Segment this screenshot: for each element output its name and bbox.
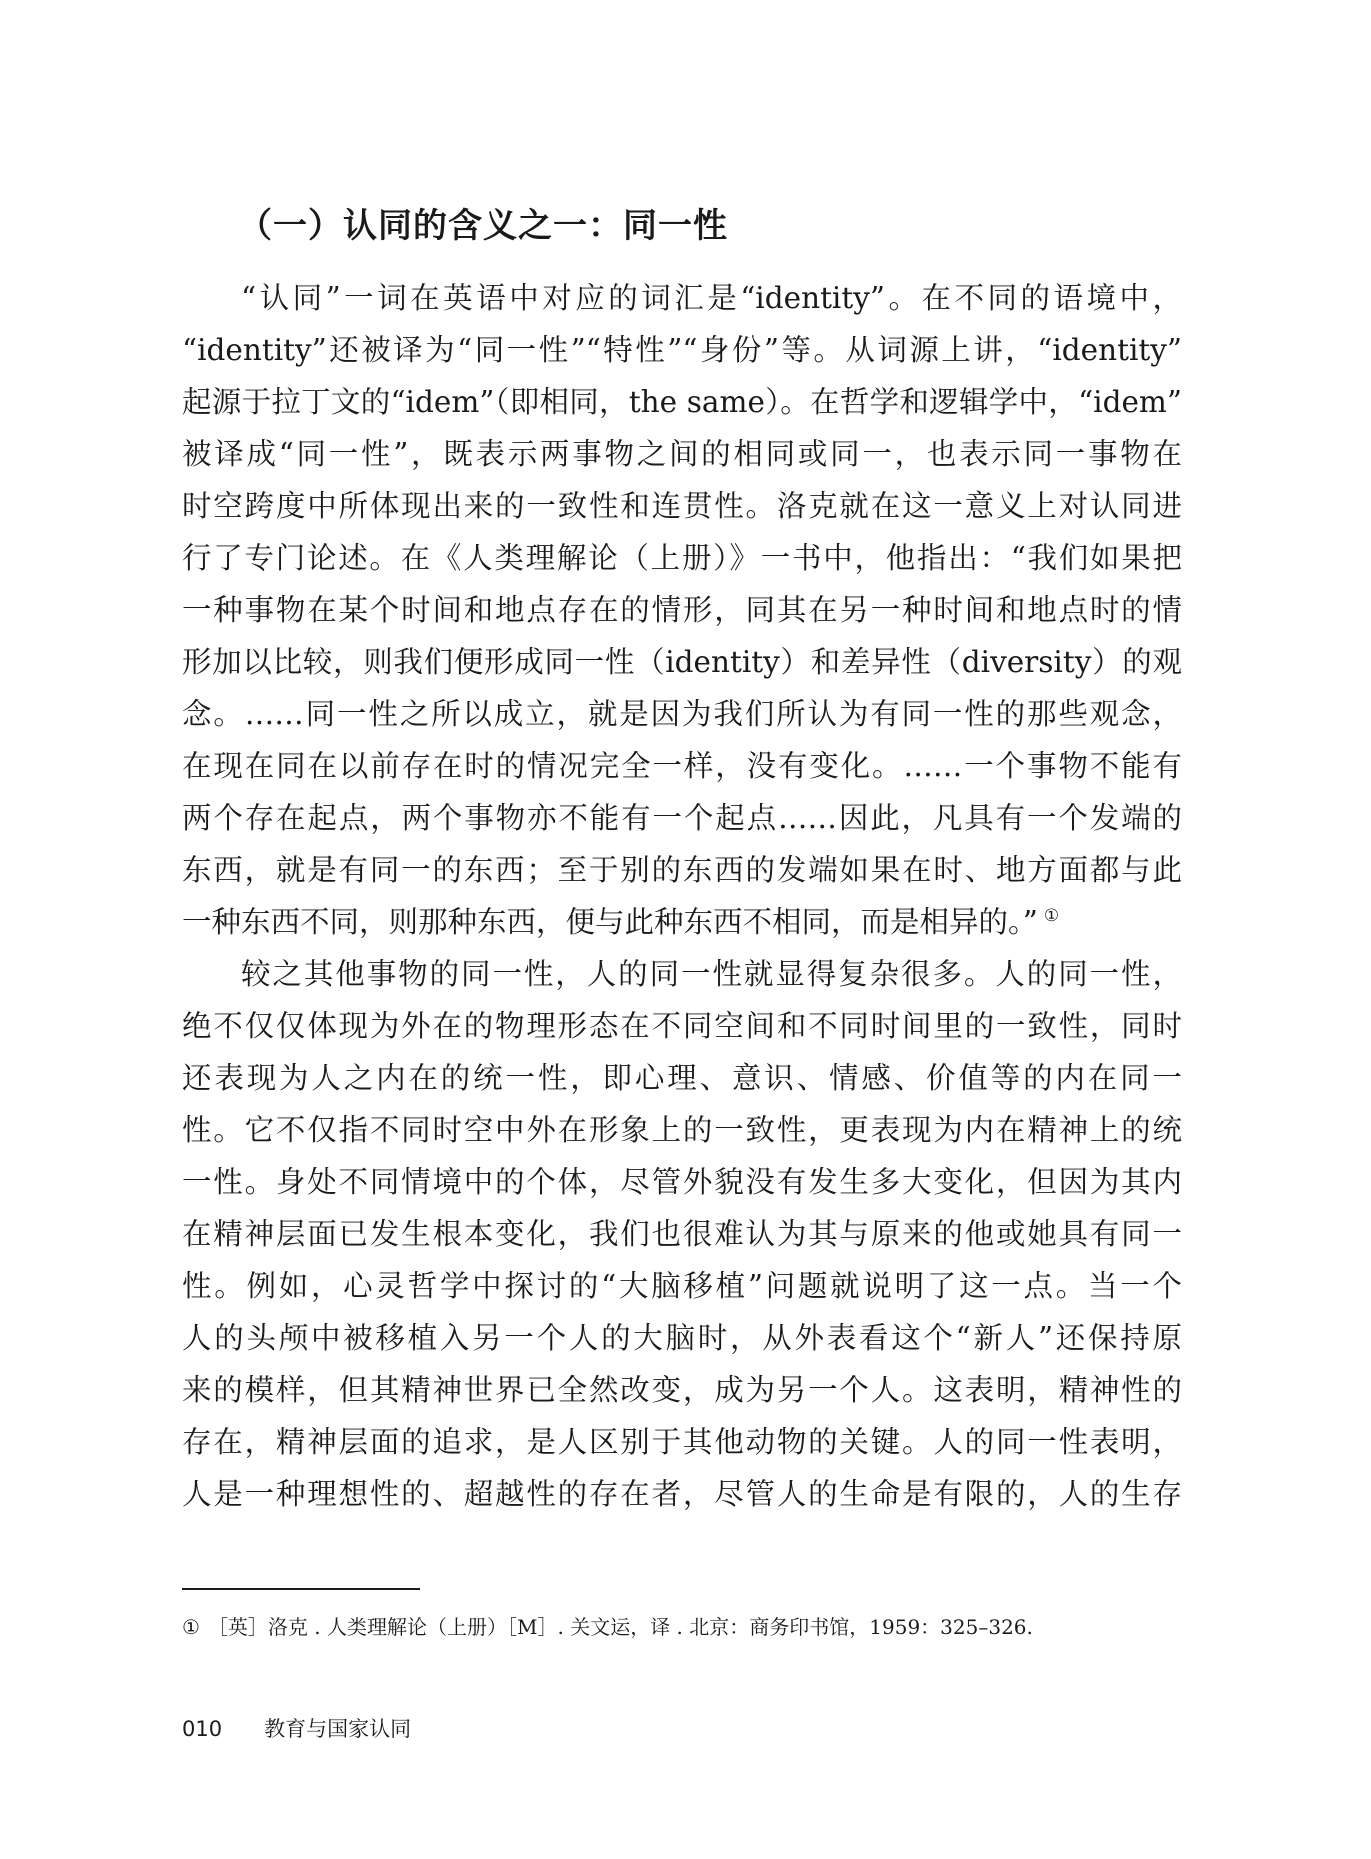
text-line: 较之其他事物的同一性，人的同一性就显得复杂很多。人的同一性， xyxy=(241,957,1182,991)
text-line: 形加以比较，则我们便形成同一性（identity）和差异性（diversity）的观 xyxy=(182,645,1182,679)
text-line: 来的模样，但其精神世界已全然改变，成为另一个人。这表明，精神性的 xyxy=(182,1373,1182,1407)
text-line: 绝不仅仅体现为外在的物理形态在不同空间和不同时间里的一致性，同时 xyxy=(182,1009,1182,1043)
text-line: 性。例如，心灵哲学中探讨的“大脑移植”问题就说明了这一点。当一个 xyxy=(182,1269,1182,1303)
body-text xyxy=(182,272,1182,1520)
footnote-marker: ① xyxy=(182,1615,200,1639)
text-line: 时空跨度中所体现出来的一致性和连贯性。洛克就在这一意义上对认同进 xyxy=(182,489,1182,523)
paragraph-1 xyxy=(182,272,1182,948)
footnote-text: ［英］洛克 . 人类理解论（上册）［M］. 关文运，译 . 北京：商务印书馆，1959：325–326. xyxy=(207,1615,1033,1639)
text-line: “认同”一词在英语中对应的词汇是“identity”。在不同的语境中， xyxy=(241,281,1182,315)
text-line: 一种东西不同，则那种东西，便与此种东西不相同，而是相异的。” xyxy=(182,905,1038,939)
paragraph-2 xyxy=(182,948,1182,1520)
text-line: 行了专门论述。在《人类理解论（上册）》一书中，他指出：“我们如果把 xyxy=(182,541,1182,575)
page-number: 010 xyxy=(182,1717,223,1741)
text-line: 念。……同一性之所以成立，就是因为我们所认为有同一性的那些观念， xyxy=(182,697,1182,731)
text-line: 东西，就是有同一的东西；至于别的东西的发端如果在时、地方面都与此 xyxy=(182,853,1182,887)
text-line: 在精神层面已发生根本变化，我们也很难认为其与原来的他或她具有同一 xyxy=(182,1217,1182,1251)
footnote-divider xyxy=(182,1588,420,1590)
text-line: 人的头颅中被移植入另一个人的大脑时，从外表看这个“新人”还保持原 xyxy=(182,1321,1182,1355)
footnote-ref[interactable]: ① xyxy=(1043,906,1060,927)
text-line: 存在，精神层面的追求，是人区别于其他动物的关键。人的同一性表明， xyxy=(182,1425,1182,1459)
footnote xyxy=(182,1612,1033,1642)
running-title: 教育与国家认同 xyxy=(264,1717,412,1741)
text-line: “identity”还被译为“同一性”“特性”“身份”等。从词源上讲，“identity” xyxy=(182,333,1182,367)
text-line: 人是一种理想性的、超越性的存在者，尽管人的生命是有限的，人的生存 xyxy=(182,1477,1182,1511)
text-line: 性。它不仅指不同时空中外在形象上的一致性，更表现为内在精神上的统 xyxy=(182,1113,1182,1147)
page-footer xyxy=(182,1713,411,1743)
text-line: 被译成“同一性”，既表示两事物之间的相同或同一，也表示同一事物在 xyxy=(182,437,1182,471)
text-line: 起源于拉丁文的“idem”（即相同，the same）。在哲学和逻辑学中，“idem” xyxy=(182,385,1182,419)
text-line: 在现在同在以前存在时的情况完全一样，没有变化。……一个事物不能有 xyxy=(182,749,1182,783)
text-line: 还表现为人之内在的统一性，即心理、意识、情感、价值等的内在同一 xyxy=(182,1061,1182,1095)
section-heading: （一）认同的含义之一：同一性 xyxy=(238,206,728,246)
text-line: 两个存在起点，两个事物亦不能有一个起点……因此，凡具有一个发端的 xyxy=(182,801,1182,835)
text-line: 一性。身处不同情境中的个体，尽管外貌没有发生多大变化，但因为其内 xyxy=(182,1165,1182,1199)
text-line: 一种事物在某个时间和地点存在的情形，同其在另一种时间和地点时的情 xyxy=(182,593,1182,627)
text-line-with-note xyxy=(182,896,1182,948)
